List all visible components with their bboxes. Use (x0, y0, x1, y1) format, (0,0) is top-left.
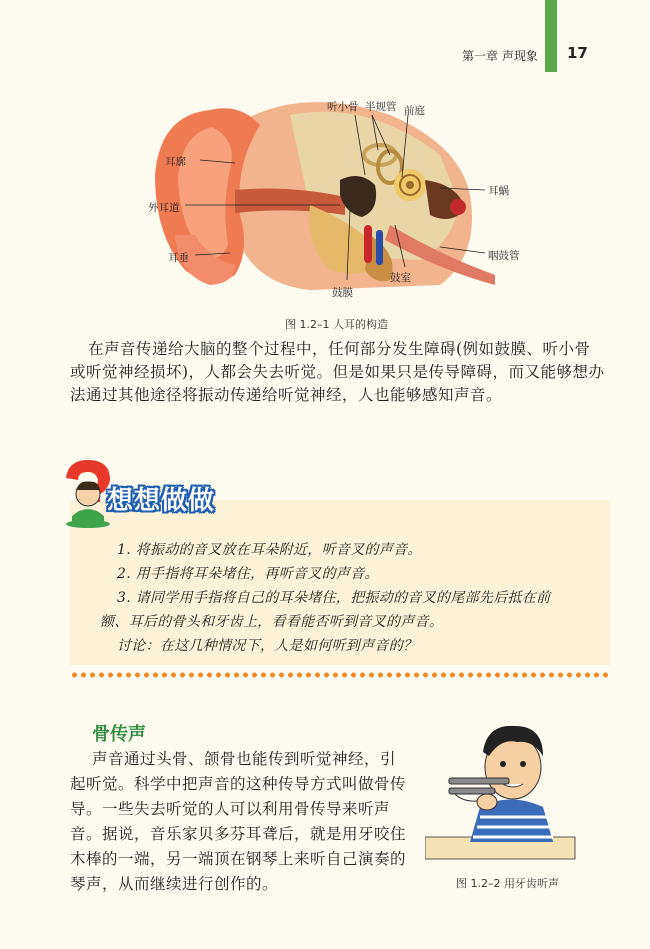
page-number: 17 (567, 44, 588, 62)
section-line: 音。据说，音乐家贝多芬耳聋后，就是用牙咬住 (70, 825, 407, 843)
paragraph-line: 法通过其他途径将振动传递给听觉神经，人也能够感知声音。 (70, 386, 503, 404)
label-eustachian-tube: 咽鼓管 (488, 250, 520, 262)
section-line: 起听觉。科学中把声音的这种传导方式叫做骨传 (70, 775, 407, 793)
activity-item: 3. 请同学用手指将自己的耳朵堵住，把振动的音叉的尾部先后抵在前 (117, 590, 551, 606)
label-cochlea: 耳蜗 (488, 185, 509, 197)
boy-tuning-fork-illustration (425, 712, 585, 862)
label-ear-canal: 外耳道 (148, 202, 180, 214)
label-earlobe: 耳垂 (168, 252, 189, 264)
section-line: 声音通过头骨、颌骨也能传到听觉神经，引 (92, 750, 397, 768)
activity-title: 想想做做 (107, 486, 216, 516)
dotted-divider (70, 672, 610, 678)
activity-item: 额、耳后的骨头和牙齿上，看看能否听到音叉的声音。 (100, 614, 444, 630)
chapter-title: 第一章 声现象 (462, 49, 538, 63)
section-line: 琴声，从而继续进行创作的。 (70, 875, 279, 893)
section-line: 木棒的一端，另一端顶在钢琴上来听自己演奏的 (70, 850, 407, 868)
chapter-color-bar (545, 0, 557, 72)
activity-item: 2. 用手指将耳朵堵住，再听音叉的声音。 (117, 566, 379, 582)
activity-item: 1. 将振动的音叉放在耳朵附近，听音叉的声音。 (117, 542, 422, 558)
section-line: 导。一些失去听觉的人可以利用骨传导来听声 (70, 800, 391, 818)
ear-anatomy-illustration (140, 85, 500, 300)
label-auricle: 耳廓 (165, 156, 186, 168)
activity-item: 讨论：在这几种情况下，人是如何听到声音的？ (117, 638, 418, 654)
paragraph-line: 或听觉神经损坏)，人都会失去听觉。但是如果只是传导障碍，而又能够想办 (70, 363, 605, 381)
figure-2-caption: 图 1.2–2 用牙齿听声 (456, 877, 559, 890)
label-vestibule: 前庭 (404, 105, 425, 117)
section-title: 骨传声 (92, 724, 146, 745)
label-eardrum: 鼓膜 (332, 287, 353, 299)
label-tympanic-cavity: 鼓室 (390, 272, 411, 284)
label-ossicles: 听小骨 (327, 101, 359, 113)
figure-1-caption: 图 1.2–1 人耳的构造 (285, 318, 388, 331)
label-semicircular-canals: 半规管 (365, 101, 397, 113)
paragraph-line: 在声音传递给大脑的整个过程中，任何部分发生障碍(例如鼓膜、听小骨 (88, 340, 591, 358)
